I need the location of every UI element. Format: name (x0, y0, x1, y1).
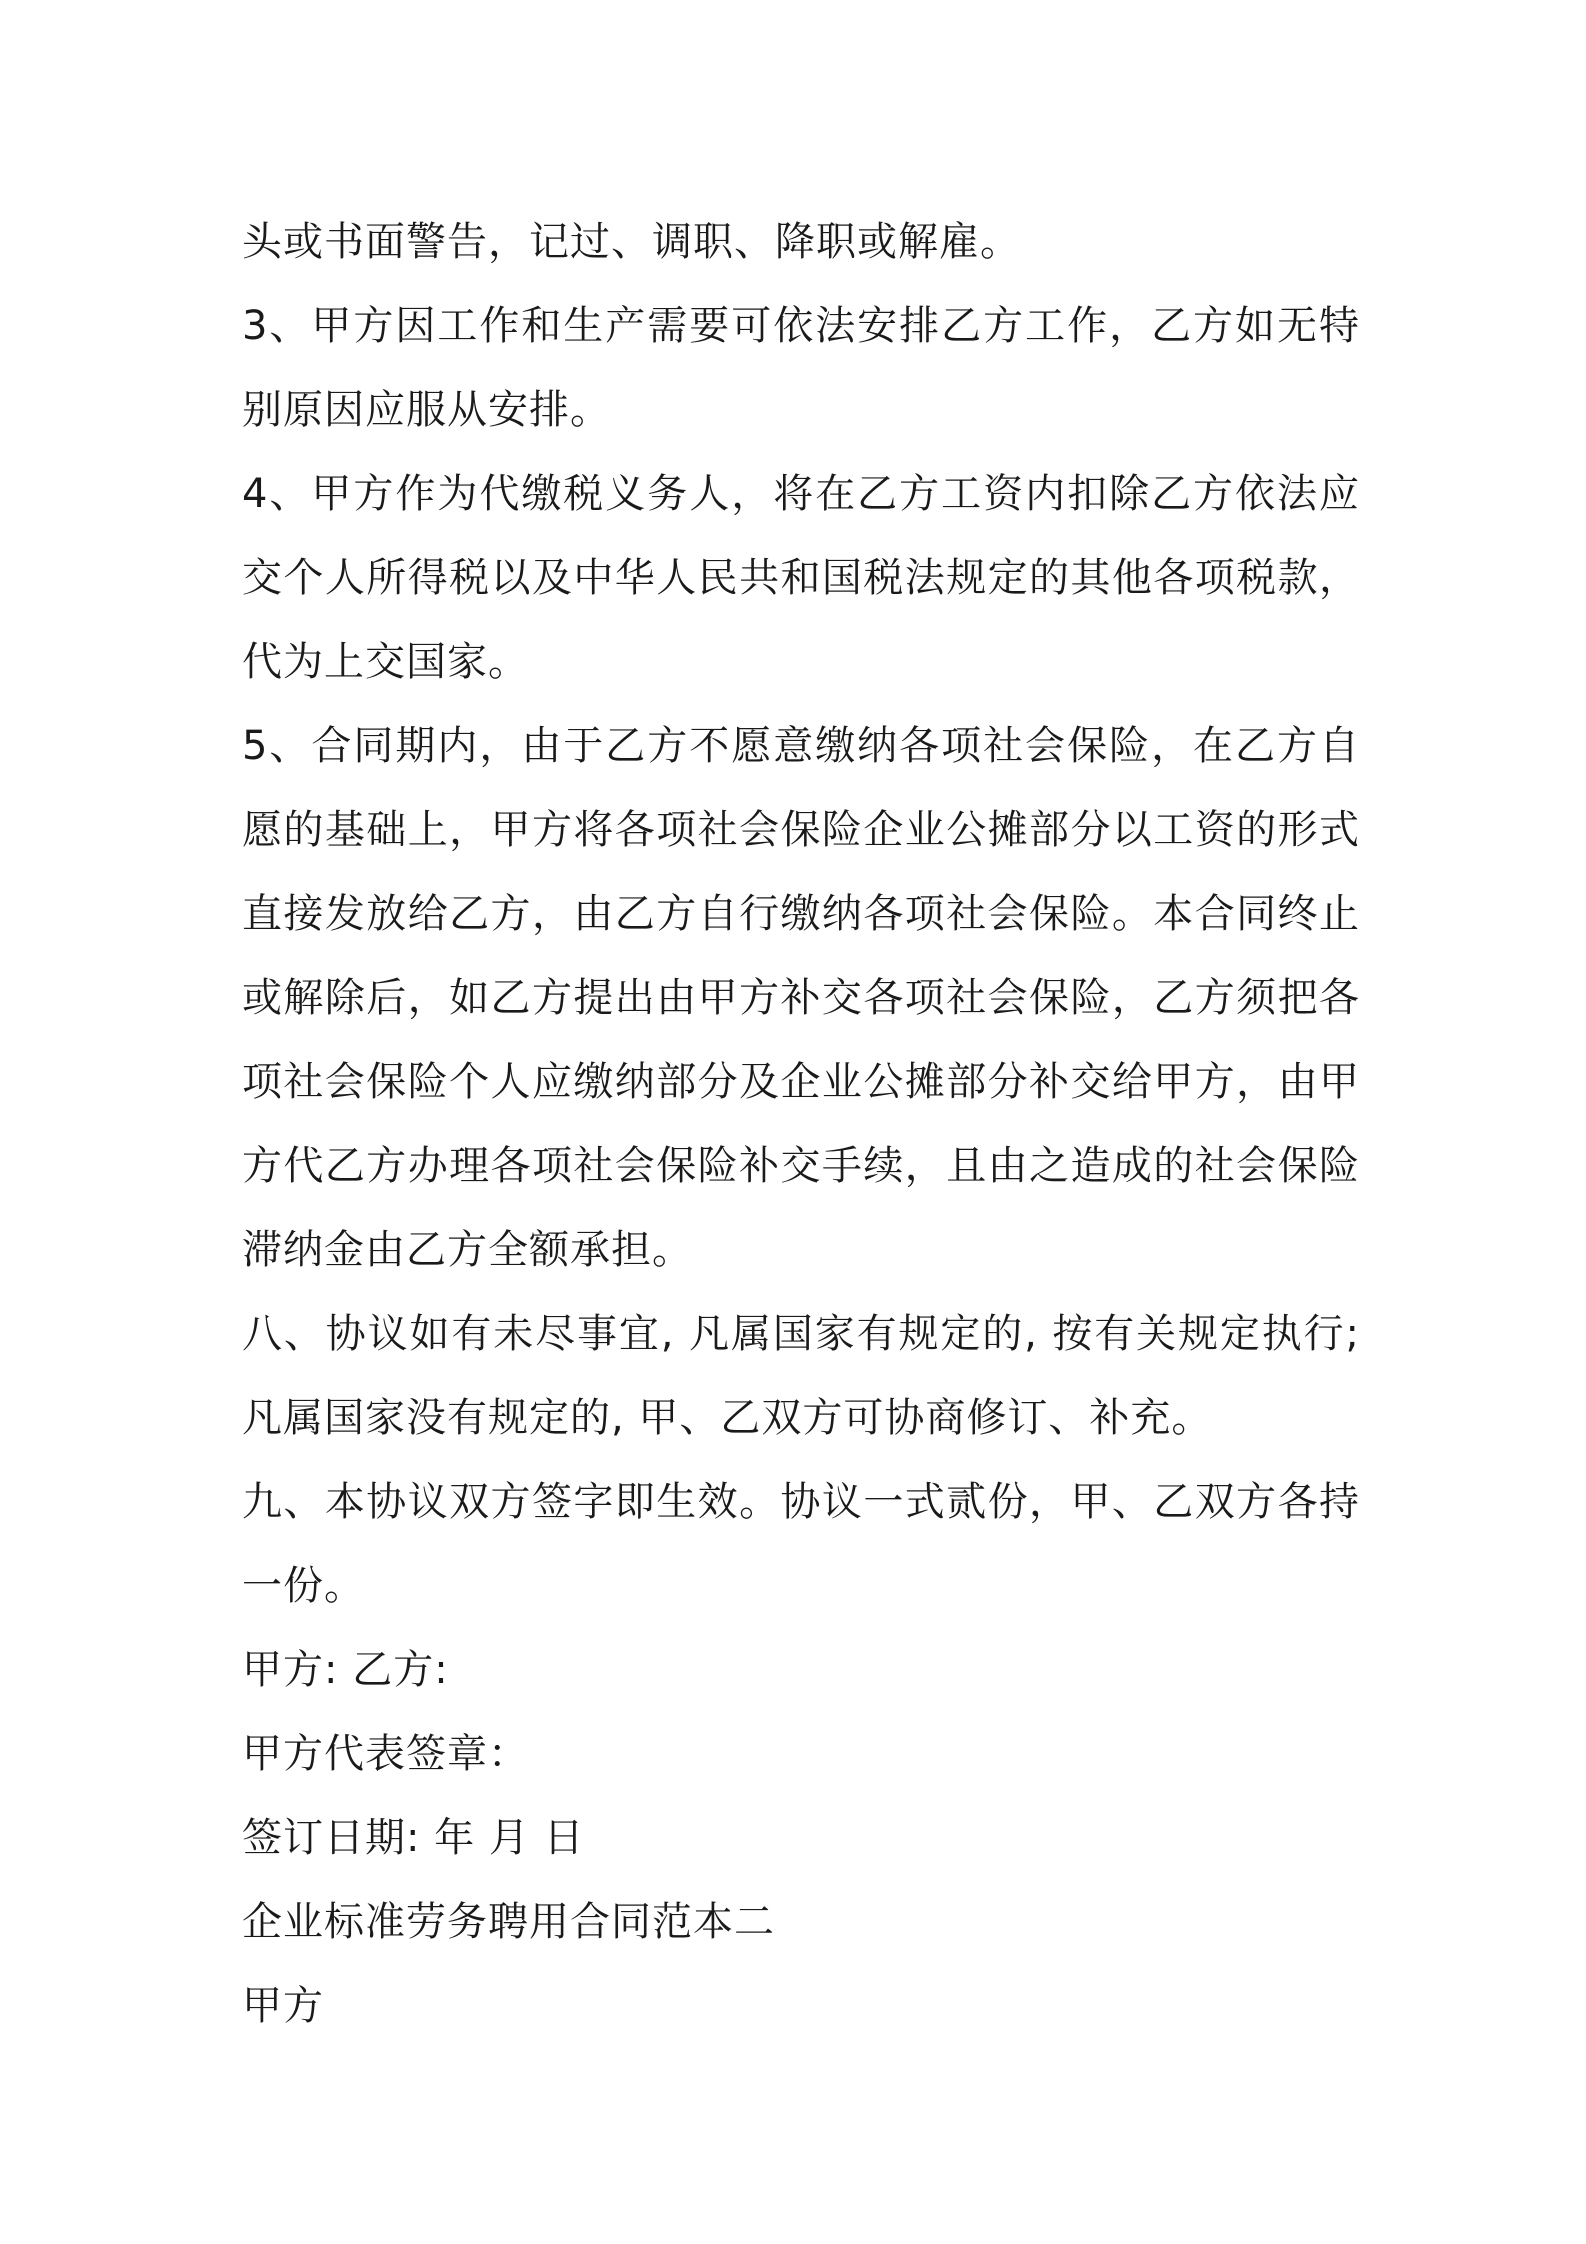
document-body (242, 200, 1360, 2048)
template-title: 企业标准劳务聘用合同范本二 (242, 1899, 775, 1945)
parties-line: 甲方: 乙方: (242, 1647, 449, 1693)
paragraph-clause-5: 5、合同期内，由于乙方不愿意缴纳各项社会保险，在乙方自愿的基础上，甲方将各项社会保险企业公摊部分以工资的形式直接发放给乙方，由乙方自行缴纳各项社会保险。本合同终止或解除后，如乙方提出由甲方补交各项社会保险，乙方须把各项社会保险个人应缴纳部分及企业公摊部分补交给甲方，由甲方代乙方办理各项社会保险补交手续，且由之造成的社会保险滞纳金由乙方全额承担。 (242, 723, 1360, 1273)
paragraph-clause-3: 3、甲方因工作和生产需要可依法安排乙方工作，乙方如无特别原因应服从安排。 (242, 303, 1360, 433)
paragraph-article-8: 八、协议如有未尽事宜, 凡属国家有规定的, 按有关规定执行;凡属国家没有规定的, 甲、乙双方可协商修订、补充。 (242, 1311, 1360, 1441)
paragraph-warning-continuation: 头或书面警告，记过、调职、降职或解雇。 (242, 219, 1021, 265)
paragraph-article-9: 九、本协议双方签字即生效。协议一式贰份，甲、乙双方各持一份。 (242, 1479, 1360, 1609)
party-a-label: 甲方 (242, 1983, 324, 2029)
party-a-signature-line: 甲方代表签章： (242, 1731, 529, 1777)
signing-date-line: 签订日期: 年 月 日 (242, 1815, 585, 1861)
paragraph-clause-4: 4、甲方作为代缴税义务人，将在乙方工资内扣除乙方依法应交个人所得税以及中华人民共和国税法规定的其他各项税款，代为上交国家。 (242, 471, 1360, 685)
